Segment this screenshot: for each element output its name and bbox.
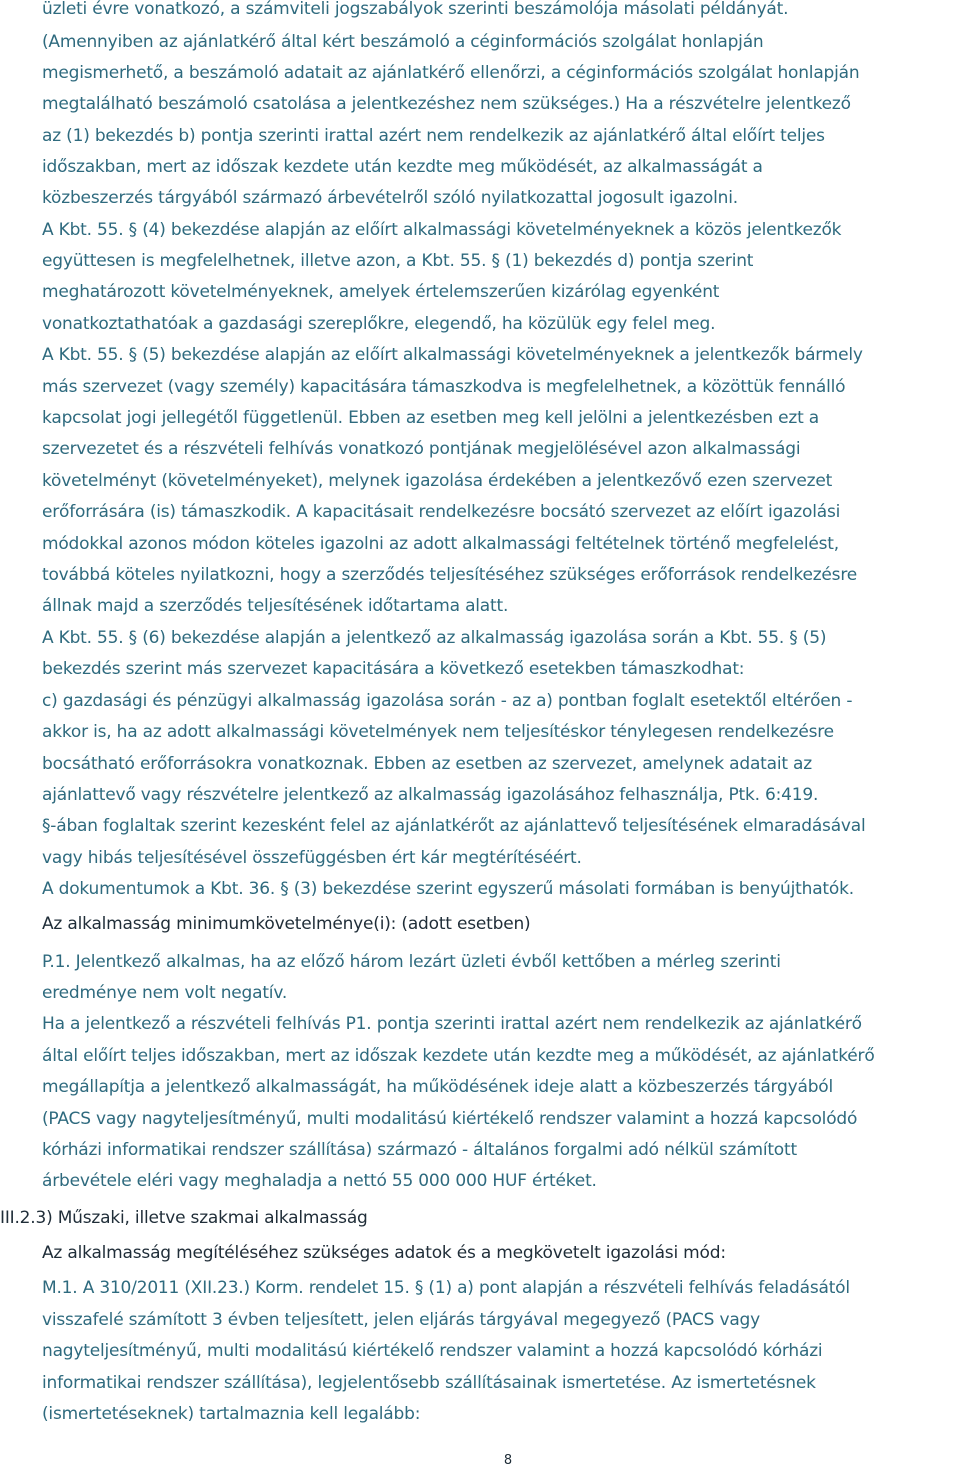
- text-line: megismerhető, a beszámoló adatait az ajánlatkérő ellenőrzi, a céginformációs szolgálat honlapján: [42, 63, 860, 83]
- text-line: A Kbt. 55. § (5) bekezdése alapján az előírt alkalmassági követelményeknek a jelentkezők bármely: [42, 345, 863, 365]
- data-requirements-label: Az alkalmasság megítéléséhez szükséges adatok és a megkövetelt igazolási mód:: [42, 1243, 726, 1263]
- text-line: (Amennyiben az ajánlatkérő által kért beszámoló a céginformációs szolgálat honlapján: [42, 32, 764, 52]
- text-line: közbeszerzés tárgyából származó árbevételről szóló nyilatkozattal jogosult igazolni.: [42, 188, 738, 208]
- text-line: szervezetet és a részvételi felhívás vonatkozó pontjának megjelölésével azon alkalmassági: [42, 439, 801, 459]
- text-line: ajánlattevő vagy részvételre jelentkező az alkalmasság igazolásához felhasználja, Ptk. 6:419.: [42, 785, 819, 805]
- text-line: A dokumentumok a Kbt. 36. § (3) bekezdése szerint egyszerű másolati formában is benyújthatók.: [42, 879, 854, 899]
- text-line: által előírt teljes időszakban, mert az időszak kezdete után kezdte meg a működését, az ajánlatkérő: [42, 1046, 875, 1066]
- text-line: időszakban, mert az időszak kezdete után kezdte meg működését, az alkalmasságát a: [42, 157, 763, 177]
- text-line: (PACS vagy nagyteljesítményű, multi modalitású kiértékelő rendszer valamint a hozzá kapcsolódó: [42, 1109, 858, 1129]
- text-line: megállapítja a jelentkező alkalmasságát, ha működésének ideje alatt a közbeszerzés tárgyából: [42, 1077, 834, 1097]
- page-number: 8: [503, 1453, 513, 1468]
- text-line: visszafelé számított 3 évben teljesített, jelen eljárás tárgyával megegyező (PACS vagy: [42, 1310, 761, 1330]
- text-line: követelményt (követelményeket), melynek igazolása érdekében a jelentkezővő ezen szervezet: [42, 471, 833, 491]
- text-line: P.1. Jelentkező alkalmas, ha az előző három lezárt üzleti évből kettőben a mérleg szerinti: [42, 952, 781, 972]
- text-line: megtalálható beszámoló csatolása a jelentkezéshez nem szükséges.) Ha a részvételre jelentkező: [42, 94, 851, 114]
- text-line: eredménye nem volt negatív.: [42, 983, 288, 1003]
- text-line: M.1. A 310/2011 (XII.23.) Korm. rendelet 15. § (1) a) pont alapján a részvételi felhívás feladásától: [42, 1278, 850, 1298]
- text-line: árbevétele eléri vagy meghaladja a nettó 55 000 000 HUF értéket.: [42, 1171, 597, 1191]
- text-line: A Kbt. 55. § (6) bekezdése alapján a jelentkező az alkalmasság igazolása során a Kbt. 55. § (5): [42, 628, 827, 648]
- text-line: módokkal azonos módon köteles igazolni az adott alkalmassági feltételnek történő megfelelést,: [42, 534, 839, 554]
- text-line: meghatározott követelményeknek, amelyek értelemszerűen kizárólag egyenként: [42, 282, 720, 302]
- text-line: kórházi informatikai rendszer szállítása) származó - általános forgalmi adó nélkül számított: [42, 1140, 797, 1160]
- text-line: az (1) bekezdés b) pontja szerinti irattal azért nem rendelkezik az ajánlatkérő által előírt teljes: [42, 126, 825, 146]
- text-line: nagyteljesítményű, multi modalitású kiértékelő rendszer valamint a hozzá kapcsolódó kórházi: [42, 1341, 823, 1361]
- text-line: erőforrására (is) támaszkodik. A kapacitásait rendelkezésre bocsátó szervezet az előírt igazolási: [42, 502, 841, 522]
- text-line: kapcsolat jogi jellegétől függetlenül. Ebben az esetben meg kell jelölni a jelentkezésben ezt a: [42, 408, 819, 428]
- text-line: (ismertetéseknek) tartalmaznia kell legalább:: [42, 1404, 421, 1424]
- text-line: állnak majd a szerződés teljesítésének időtartama alatt.: [42, 596, 509, 616]
- text-line: Ha a jelentkező a részvételi felhívás P1. pontja szerinti irattal azért nem rendelkezik az ajánlatkérő: [42, 1014, 862, 1034]
- section-heading: III.2.3) Műszaki, illetve szakmai alkalmasság: [0, 1208, 368, 1228]
- text-line: együttesen is megfelelhetnek, illetve azon, a Kbt. 55. § (1) bekezdés d) pontja szerint: [42, 251, 754, 271]
- text-line: üzleti évre vonatkozó, a számviteli jogszabályok szerinti beszámolója másolati példányát.: [42, 0, 789, 19]
- text-line: akkor is, ha az adott alkalmassági követelmények nem teljesítéskor ténylegesen rendelkezésre: [42, 722, 834, 742]
- min-requirements-label: Az alkalmasság minimumkövetelménye(i): (adott esetben): [42, 914, 531, 934]
- text-line: más szervezet (vagy személy) kapacitására támaszkodva is megfelelhetnek, a közöttük fennálló: [42, 377, 846, 397]
- text-line: bekezdés szerint más szervezet kapacitására a következő esetekben támaszkodhat:: [42, 659, 745, 679]
- text-line: bocsátható erőforrásokra vonatkoznak. Ebben az esetben az szervezet, amelynek adatait az: [42, 754, 812, 774]
- text-line: A Kbt. 55. § (4) bekezdése alapján az előírt alkalmassági követelményeknek a közös jelentkezők: [42, 220, 842, 240]
- text-line: vagy hibás teljesítésével összefüggésben ért kár megtérítéséért.: [42, 848, 582, 868]
- text-line: továbbá köteles nyilatkozni, hogy a szerződés teljesítéséhez szükséges erőforrások rendelkezésre: [42, 565, 858, 585]
- text-line: informatikai rendszer szállítása), legjelentősebb szállításainak ismertetése. Az ismertetésnek: [42, 1373, 816, 1393]
- text-line: c) gazdasági és pénzügyi alkalmasság igazolása során - az a) pontban foglalt esetektől eltérően -: [42, 691, 853, 711]
- text-line: §-ában foglaltak szerint kezesként felel az ajánlatkérőt az ajánlattevő teljesítésének elmaradásával: [42, 816, 866, 836]
- text-line: vonatkoztathatóak a gazdasági szereplőkre, elegendő, ha közülük egy felel meg.: [42, 314, 716, 334]
